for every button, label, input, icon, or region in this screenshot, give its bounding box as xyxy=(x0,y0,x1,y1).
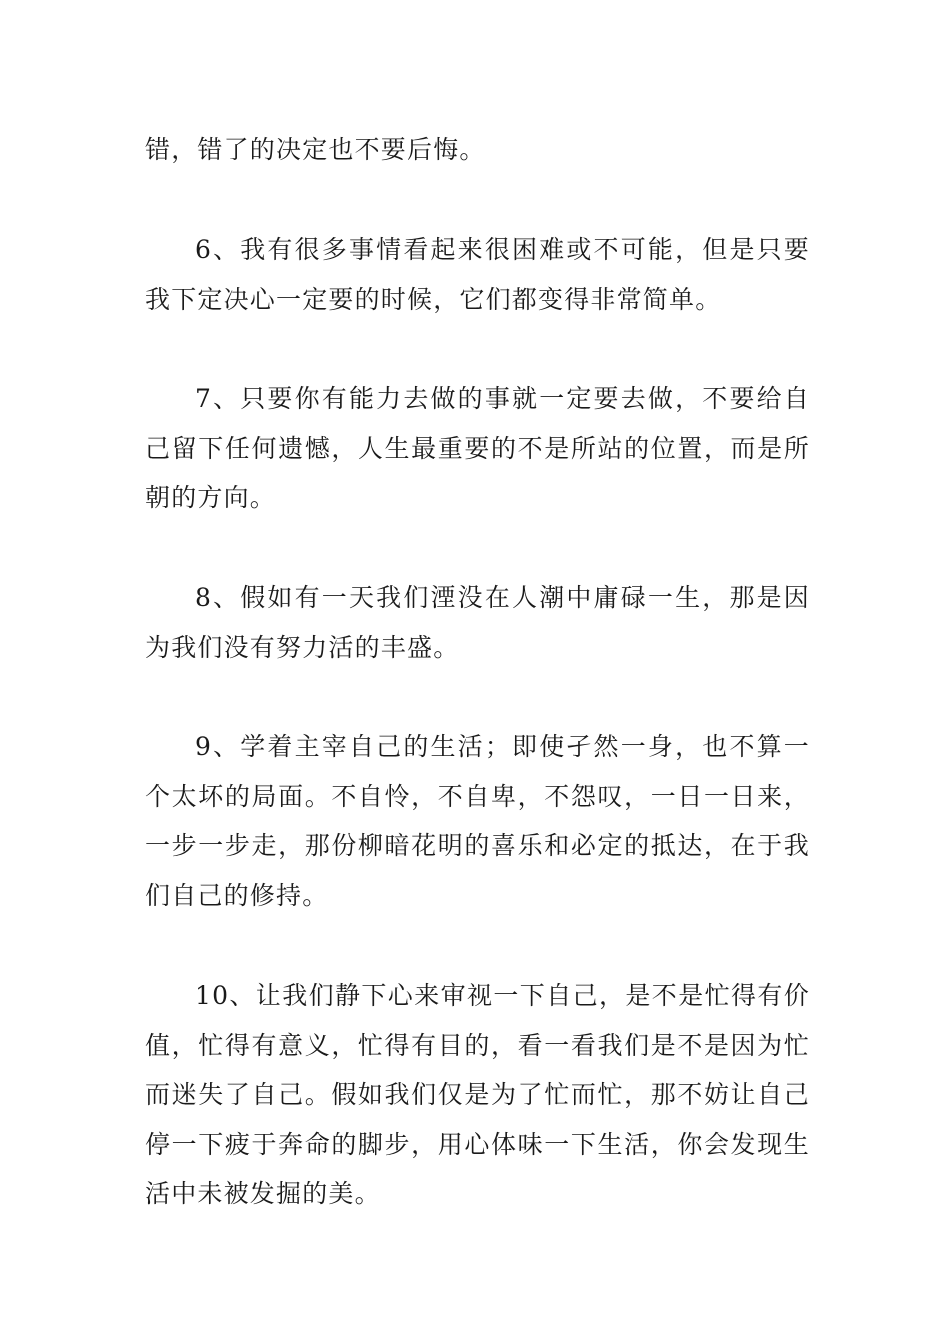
paragraph-6: 6、我有很多事情看起来很困难或不可能，但是只要我下定决心一定要的时候，它们都变得非常简单。 xyxy=(145,235,810,314)
paragraph-10: 10、让我们静下心来审视一下自己，是不是忙得有价值，忙得有意义，忙得有目的，看一看我们是不是因为忙而迷失了自己。假如我们仅是为了忙而忙，那不妨让自己停一下疲于奔命的脚步，用心体味一下生活，你会发现生活中未被发掘的美。 xyxy=(145,981,810,1208)
paragraph-9: 9、学着主宰自己的生活；即使孑然一身，也不算一个太坏的局面。不自怜，不自卑，不怨叹，一日一日来，一步一步走，那份柳暗花明的喜乐和必定的抵达，在于我们自己的修持。 xyxy=(145,732,810,910)
paragraph-continued: 错，错了的决定也不要后悔。 xyxy=(145,135,486,164)
paragraph-7: 7、只要你有能力去做的事就一定要去做，不要给自己留下任何遗憾，人生最重要的不是所站的位置，而是所朝的方向。 xyxy=(145,384,810,512)
paragraph-8: 8、假如有一天我们湮没在人潮中庸碌一生，那是因为我们没有努力活的丰盛。 xyxy=(145,583,810,662)
